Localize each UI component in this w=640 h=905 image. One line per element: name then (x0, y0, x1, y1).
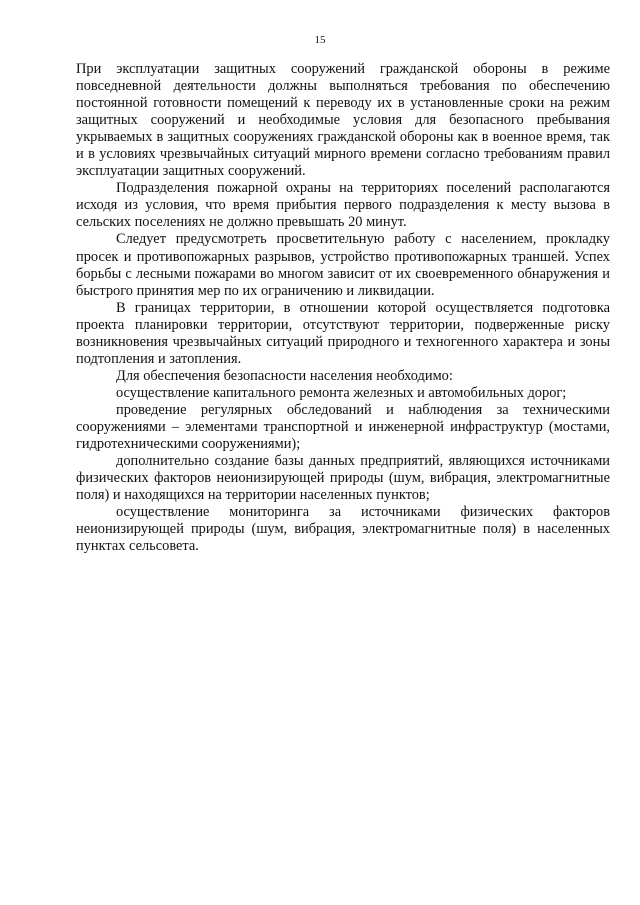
paragraph-fire-units: Подразделения пожарной охраны на территориях поселений располагаются исходя из условия, что время прибытия первого подразделения к месту вызова в сельских поселениях не должно превышать 20 минут. (76, 180, 610, 231)
list-item-monitoring: осуществление мониторинга за источниками физических факторов неионизирующей природы (шум, вибрация, электромагнитные поля) в населенных пунктах сельсовета. (76, 504, 610, 555)
paragraph-forest-fires: Следует предусмотреть просветительную работу с населением, прокладку просек и противопожарных разрывов, устройство противопожарных траншей. Успех борьбы с лесными пожарами во многом зависит от их своевременного обнаружения и быстрого принятия мер по их ограничению и ликвидации. (76, 231, 610, 299)
page-number: 15 (314, 34, 326, 46)
paragraph-safety-intro: Для обеспечения безопасности населения необходимо: (116, 367, 453, 384)
paragraph-shelter-operation: При эксплуатации защитных сооружений гражданской обороны в режиме повседневной деятельности должны выполняться требования по обеспечению постоянной готовности помещений к переводу их в установленные сроки на режим защитных сооружений и необходимые условия для безопасного пребывания укрываемых в защитных сооружениях гражданской обороны как в военное время, так и в условиях чрезвычайных ситуаций мирного времени согласно требованиям правил эксплуатации защитных сооружений. (76, 61, 610, 180)
list-item-road-repair: осуществление капитального ремонта железных и автомобильных дорог; (116, 384, 567, 401)
paragraph-territory-risk: В границах территории, в отношении которой осуществляется подготовка проекта планировки территории, отсутствуют территории, подверженные риску возникновения чрезвычайных ситуаций природного и техногенного характера и зоны подтопления и затопления. (76, 299, 610, 367)
body-text (76, 61, 610, 555)
list-item-inspections: проведение регулярных обследований и наблюдения за техническими сооружениями – элементами транспортной и инженерной инфраструктур (мостами, гидротехническими сооружениями); (76, 401, 610, 453)
list-item-database: дополнительно создание базы данных предприятий, являющихся источниками физических факторов неионизирующей природы (шум, вибрация, электромагнитные поля) и находящихся на территории населенных пунктов; (76, 453, 610, 504)
